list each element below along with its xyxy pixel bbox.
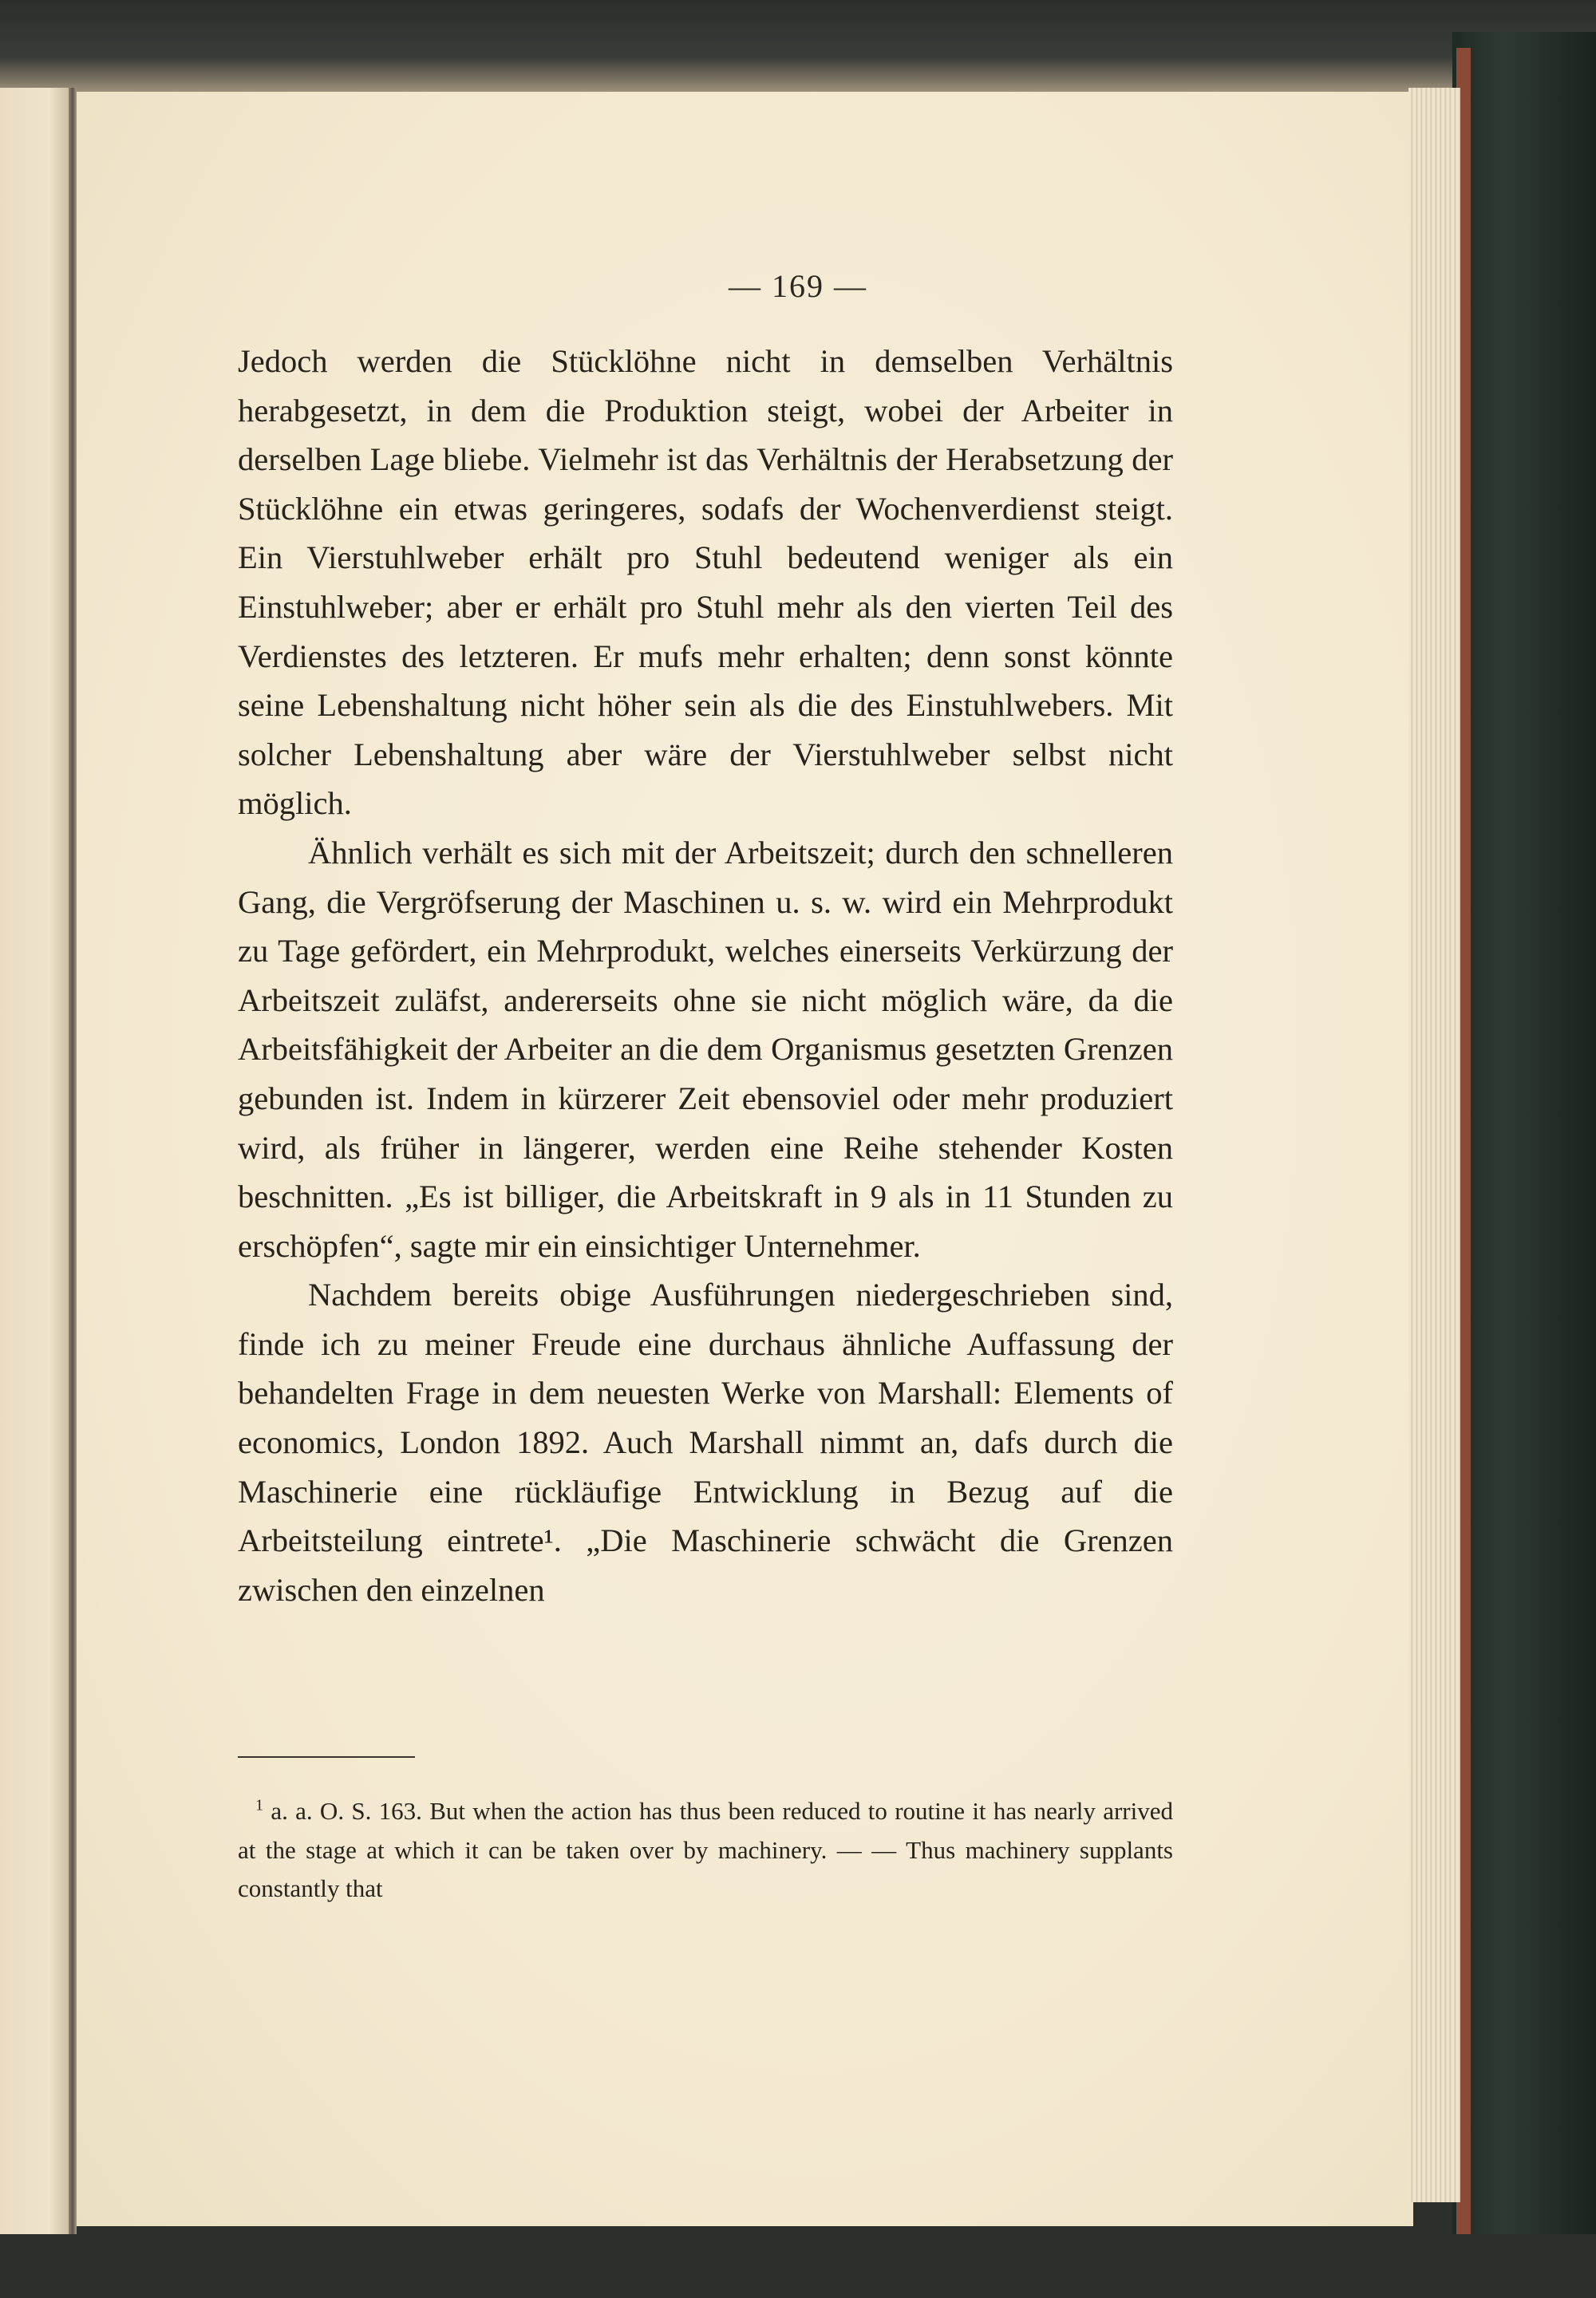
page-edges — [1408, 88, 1460, 2202]
paragraph: Nachdem bereits obige Ausführungen niedergeschrieben sind, finde ich zu meiner Freude eine durchaus ähnliche Auffassung der behandelten Frage in dem neuesten Werke von Marshall: Elements of economics, London 1892. Auch Marshall nimmt an, dafs durch die Maschinerie eine rückläufige Entwicklung in Bezug auf die Arbeitsteilung eintrete¹. „Die Maschinerie schwächt die Grenzen zwischen den einzelnen — [238, 1277, 1173, 1608]
paragraph: Jedoch werden die Stücklöhne nicht in demselben Verhältnis herabgesetzt, in dem die Produktion steigt, wobei der Arbeiter in derselben Lage bliebe. Vielmehr ist das Verhältnis der Herabsetzung der Stücklöhne ein etwas geringeres, sodafs der Wochenverdienst steigt. Ein Vierstuhlweber erhält pro Stuhl bedeutend weniger als ein Einstuhlweber; aber er erhält pro Stuhl mehr als den vierten Teil des Verdienstes des letzteren. Er mufs mehr erhalten; denn sonst könnte seine Lebenshaltung nicht höher sein als die des Einstuhlwebers. Mit solcher Lebenshaltung aber wäre der Vierstuhlweber selbst nicht möglich. — [238, 343, 1173, 822]
footnote — [238, 1792, 1173, 1909]
scan-bottom-border — [0, 2234, 1596, 2298]
footnote-marker: 1 — [255, 1796, 263, 1814]
page-number: — 169 — — [729, 268, 867, 304]
footnote-rule — [238, 1756, 415, 1758]
scan-top-border — [0, 0, 1596, 96]
body-text — [238, 337, 1173, 1614]
book-gutter — [69, 88, 77, 2234]
footnote-text: a. a. O. S. 163. But when the action has thus been reduced to routine it has nearly arrived at the stage at which it can be taken over by machinery. — — Thus machinery supplants constantly that — [238, 1797, 1174, 1902]
paragraph: Ähnlich verhält es sich mit der Arbeitszeit; durch den schnelleren Gang, die Vergröfserung der Maschinen u. s. w. wird ein Mehrprodukt zu Tage gefördert, ein Mehrprodukt, welches einerseits Verkürzung der Arbeitszeit zuläfst, andererseits ohne sie nicht möglich wäre, da die Arbeitsfähigkeit der Arbeiter an die dem Organismus gesetzten Grenzen gebunden ist. Indem in kürzerer Zeit ebensoviel oder mehr produziert wird, als früher in längerer, werden eine Reihe stehender Kosten beschnitten. „Es ist billiger, die Arbeitskraft in 9 als in 11 Stunden zu erschöpfen“, sagte mir ein einsichtiger Unternehmer. — [238, 834, 1173, 1264]
previous-page-edge — [0, 88, 70, 2234]
book-cover — [1452, 32, 1596, 2266]
